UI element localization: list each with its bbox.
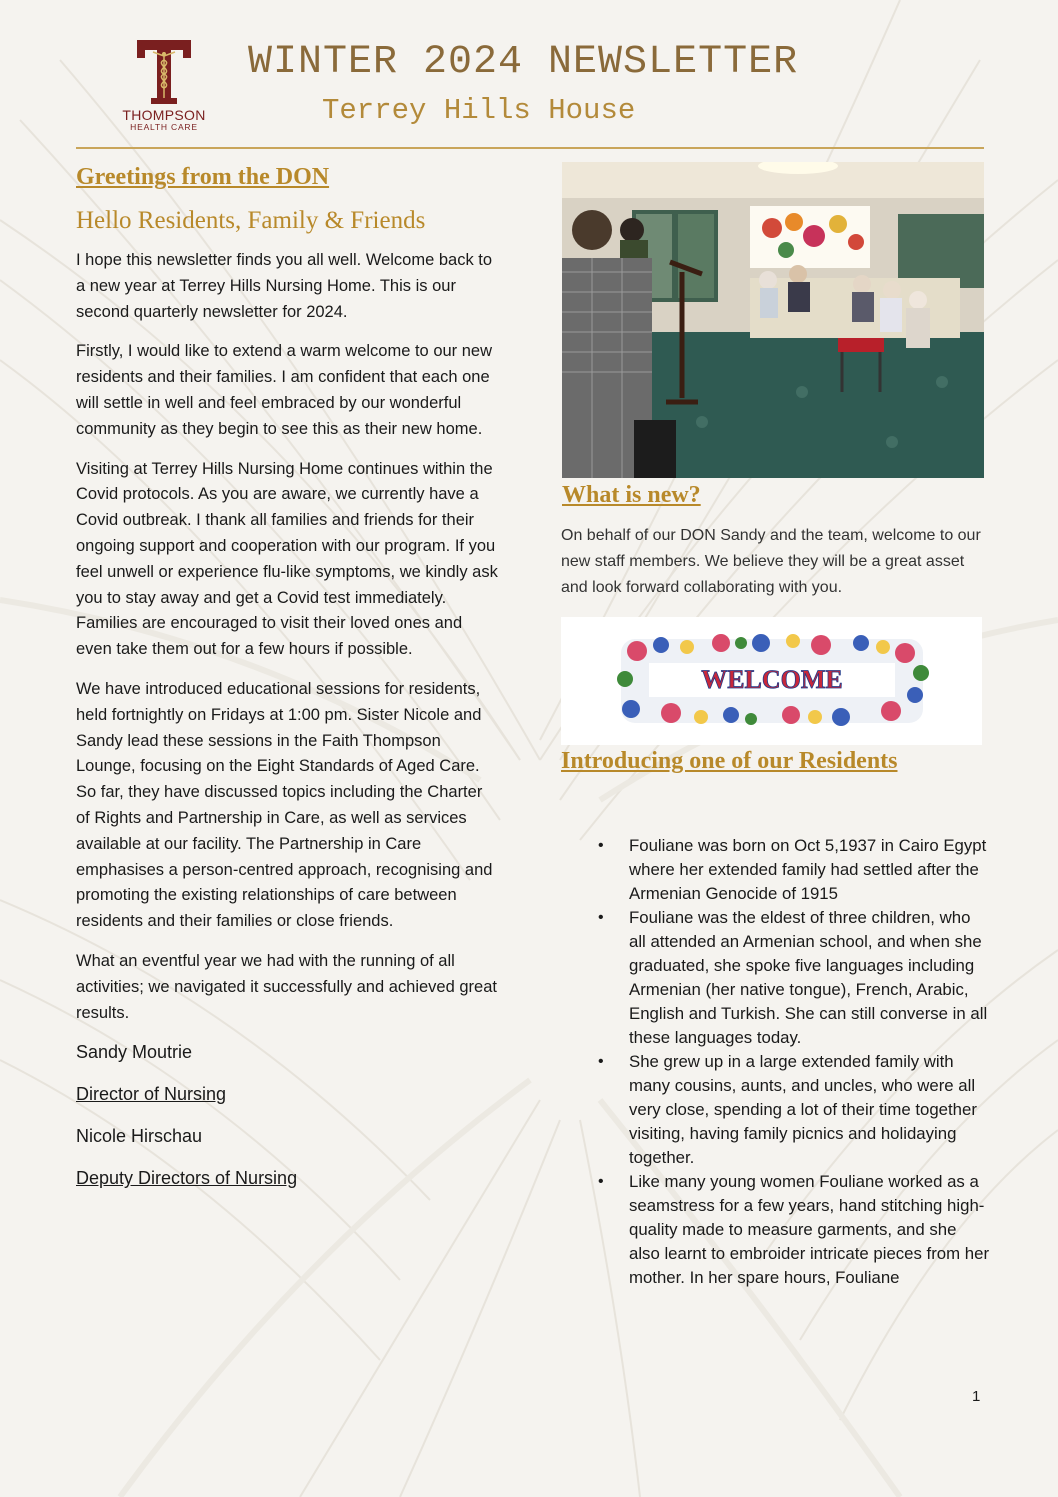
greeting-subheading: Hello Residents, Family & Friends (76, 207, 426, 234)
list-item: • Fouliane was born on Oct 5,1937 in Cairo Egypt where her extended family had settled after the Armenian Genocide of 1915 (596, 834, 990, 906)
whats-new-heading: What is new? (562, 482, 701, 508)
paragraph-year: What an eventful year we had with the running of all activities; we navigated it successfully and achieved great results. (76, 951, 497, 1022)
thompson-logo (112, 38, 216, 134)
list-item: • She grew up in a large extended family with many cousins, aunts, and uncles, who were all very close, spending a lot of their time together visiting, having family picnics and holidaying together. (596, 1050, 990, 1170)
page-number: 1 (972, 1388, 981, 1405)
logo-subtitle: HEALTH CARE (130, 122, 198, 132)
welcome-banner (561, 617, 982, 745)
newsletter-title: WINTER 2024 NEWSLETTER (248, 40, 799, 85)
paragraph-intro: I hope this newsletter finds you all well. Welcome back to a new year at Terrey Hills Nursing Home. This is our second quarterly newsletter for 2024. (76, 251, 493, 321)
caduceus-t-logo-icon (135, 38, 193, 106)
resident-bullet-list (596, 834, 990, 1290)
left-column (76, 162, 500, 1208)
paragraph-welcome: Firstly, I would like to extend a warm welcome to our new residents and their families. I am confident that each one will settle in well and feel embraced by our wonderful community as they begin to see this as their new home. (76, 342, 493, 438)
welcome-text: WELCOME (701, 665, 843, 694)
greetings-heading: Greetings from the DON (76, 164, 330, 190)
signature-name: Nicole Hirschau (76, 1126, 203, 1147)
list-item: • Like many young women Fouliane worked as a seamstress for a few years, hand stitching high-quality made to measure garments, and she also learnt to embroider intricate pieces from her mother. In her spare hours, Fouliane (596, 1170, 990, 1290)
signature-name: Sandy Moutrie (76, 1042, 193, 1063)
whats-new-text: On behalf of our DON Sandy and the team, welcome to our new staff members. We believe they will be a great asset and look forward collaborating with you. (561, 527, 981, 596)
paragraph-visiting: Visiting at Terrey Hills Nursing Home continues within the Covid protocols. As you are aware, we currently have a Covid outbreak. I thank all families and friends for their ongoing support and cooperation with our program. If you feel unwell or experience flu-like symptoms, we kindly ask you to stay away and get a Covid test immediately. Families are encouraged to visit their loved ones and even take them out for a few hours if possible. (76, 459, 498, 659)
signature-role: Deputy Directors of Nursing (76, 1168, 298, 1189)
lounge-activity-photo (562, 162, 984, 478)
header-divider (76, 147, 984, 149)
logo-name: THOMPSON (122, 107, 206, 123)
paragraph-education: We have introduced educational sessions for residents, held fortnightly on Fridays at 1:00 pm. Sister Nicole and Sandy lead these sessions in the Faith Thompson Lounge, focusing on the Eight Standards of Aged Care. So far, they have discussed topics including the Charter of Rights and Partnership in Care, as well as services available at our facility. The Partnership in Care emphasises a person-centred approach, recognising and promoting the existing relationships of care between residents and their families or close friends. (76, 679, 493, 931)
intro-resident-heading: Introducing one of our Residents (561, 748, 898, 774)
list-item: • Fouliane was the eldest of three children, who all attended an Armenian school, and when she graduated, she spoke five languages including Armenian (her native tongue), French, Arabic, English and Turkish. She can still converse in all these languages today. (596, 906, 990, 1050)
signature-role: Director of Nursing (76, 1084, 227, 1105)
newsletter-subtitle: Terrey Hills House (322, 94, 636, 127)
